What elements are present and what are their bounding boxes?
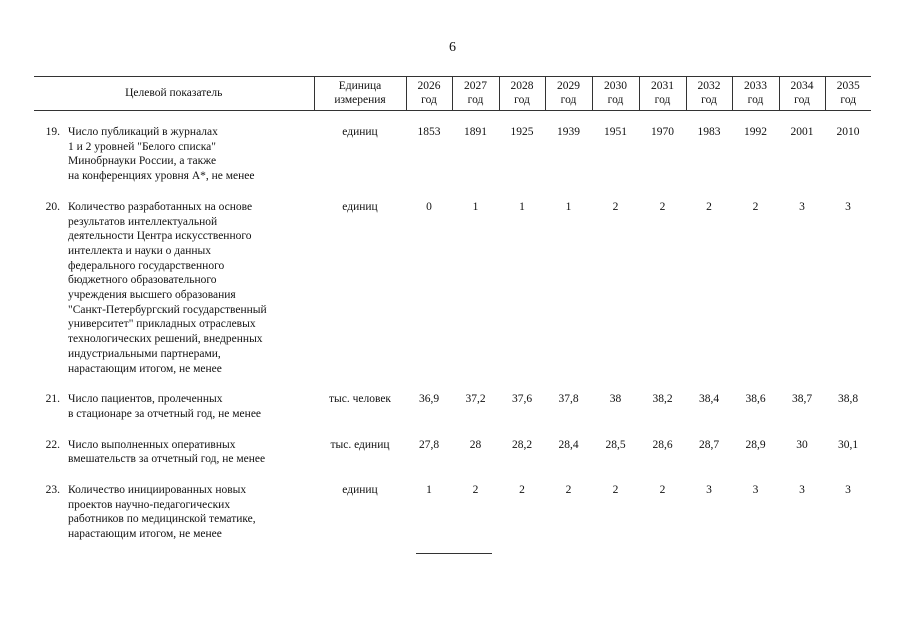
row-number: 21. [45,393,60,406]
value-cell: 37,2 [465,393,486,406]
header-year-number: 2032 [697,80,721,92]
header-indicator: Целевой показатель [34,77,314,111]
spacer-cell [34,111,871,126]
row-number: 19. [45,126,60,138]
value-cell: 36,9 [418,393,440,406]
spacer-row [34,111,871,126]
indicator-name-line: Число публикаций в журналах [68,126,218,138]
value-cell: 2 [519,484,525,497]
table-row [34,392,871,437]
indicator-name-line: в стационаре за отчетный год, не менее [68,407,262,420]
value-cell: 3 [799,200,805,213]
indicator-name-line: федерального государственного [68,259,225,272]
value-cell: 28,6 [652,438,673,451]
value-cell: 2 [659,200,666,213]
value-cell: 2 [565,484,572,497]
value-cell: 3 [706,484,712,497]
header-year-number: 2026 [417,80,441,92]
value-cell: 28,7 [698,438,720,451]
indicator-name-line: работников по медицинской тематике, [68,513,256,526]
header-year-suffix: год [607,94,624,106]
header-year-number: 2031 [651,80,674,92]
value-cell: 1970 [651,126,674,138]
header-year [825,77,871,111]
value-cell: 30,1 [837,438,859,451]
value-cell: 37,6 [511,393,533,406]
indicator-name-line: бюджетного образовательного [68,274,217,287]
value-cell: 28,4 [558,438,579,451]
indicator-name-line: технологических решений, внедренных [68,333,263,346]
value-cell: 1 [472,200,479,213]
value-cell: 28,9 [745,438,766,451]
value-cell: 3 [845,200,851,213]
header-year-suffix: год [840,94,857,106]
header-year-number: 2033 [744,80,767,92]
row-number: 20. [45,200,60,213]
value-cell: 28,5 [605,438,626,451]
header-year-number: 2030 [604,80,627,92]
table-row [34,438,871,483]
table-row [34,200,871,392]
indicator-name [68,200,314,392]
value-cell: 2001 [790,126,814,138]
header-year-number: 2029 [557,80,580,92]
value-cell: 30 [796,438,808,451]
unit-cell: тыс. единиц [330,438,390,451]
value-cell: 2 [472,484,479,497]
unit-cell: единиц [342,200,378,213]
header-year-suffix: год [747,94,764,106]
indicator-name-line: Число пациентов, пролеченных [68,393,223,406]
header-year-suffix: год [514,94,530,106]
indicator-name-line: Минобрнауки России, а также [68,155,217,168]
value-cell: 1 [565,200,572,213]
value-cell: 2 [752,200,759,213]
value-cell: 38,2 [652,393,673,406]
indicator-name-line: индустриальными партнерами, [68,347,221,360]
page-number: 6 [449,40,456,55]
indicator-name-line: 1 и 2 уровней "Белого списка" [68,140,216,153]
header-year [639,77,686,111]
value-cell: 28 [469,438,482,451]
row-number: 22. [45,438,60,451]
header-unit [314,77,406,111]
indicator-name-line: проектов научно-педагогических [68,498,231,511]
value-cell: 2 [706,200,712,213]
indicator-name-line: "Санкт-Петербургский государственный [68,303,267,316]
unit-cell: единиц [342,126,378,138]
indicator-name-line: деятельности Центра искусственного [68,230,252,243]
header-year-suffix: год [421,94,437,106]
header-year [452,77,499,111]
value-cell: 1 [426,484,432,497]
header-year-number: 2028 [510,80,534,92]
header-year [545,77,592,111]
indicator-name-line: нарастающим итогом, не менее [68,362,222,375]
value-cell: 1992 [744,126,767,138]
value-cell: 1925 [510,126,534,138]
table-body [34,111,871,558]
indicator-name-line: учреждения высшего образования [68,289,236,302]
value-cell: 2010 [836,126,860,138]
value-cell: 3 [845,484,851,497]
footnote-rule [416,553,492,554]
table-row [34,483,871,558]
header-year [686,77,732,111]
table-row [34,125,871,200]
value-cell: 1951 [604,126,627,138]
value-cell: 38,4 [698,393,720,406]
value-cell: 1891 [464,126,487,138]
header-year-number: 2035 [836,80,860,92]
unit-cell: тыс. человек [328,393,392,406]
value-cell: 1853 [417,126,441,138]
indicator-name-line: Количество разработанных на основе [68,200,253,213]
header-year [779,77,825,111]
value-cell: 38,8 [837,393,859,406]
indicator-name [68,438,314,483]
indicator-name-line: интеллекта и науки о данных [68,244,212,257]
header-year-suffix: год [794,94,810,106]
indicator-name-line: Количество инициированных новых [68,484,247,497]
indicators-table [34,76,871,558]
header-year-suffix: год [467,94,484,106]
indicator-name-line: университет" прикладных отраслевых [68,318,256,331]
indicator-name-line: нарастающим итогом, не менее [68,528,222,541]
indicator-name-line: результатов интеллектуальной [68,215,218,228]
indicator-name-line: вмешательств за отчетный год, не менее [68,453,266,466]
value-cell: 1 [519,200,525,213]
value-cell: 37,8 [558,393,579,406]
value-cell: 27,8 [418,438,440,451]
row-number: 23. [45,484,60,497]
value-cell: 3 [752,484,759,497]
header-year [406,77,452,111]
value-cell: 3 [799,484,805,497]
header-unit-line2: измерения [334,94,386,106]
header-year-suffix: год [654,94,671,106]
header-unit-line1: Единица [338,80,382,92]
indicator-name-line: Число выполненных оперативных [68,438,236,451]
table-header-row [34,77,871,111]
value-cell: 0 [426,200,432,213]
indicator-name [68,483,314,558]
value-cell: 2 [659,484,666,497]
value-cell: 38,6 [745,393,766,406]
value-cell: 2 [612,484,619,497]
value-cell: 2 [612,200,619,213]
value-cell: 1939 [557,126,580,138]
header-year [732,77,779,111]
indicator-name [68,392,314,437]
header-year [499,77,545,111]
header-year-number: 2027 [464,80,487,92]
indicator-name-line: на конференциях уровня А*, не менее [68,170,255,183]
header-year-suffix: год [560,94,577,106]
header-year-suffix: год [701,94,717,106]
header-year [592,77,639,111]
header-year-number: 2034 [790,80,814,92]
value-cell: 28,2 [511,438,533,451]
unit-cell: единиц [342,484,378,497]
value-cell: 38 [609,393,622,406]
value-cell: 38,7 [791,393,813,406]
value-cell: 1983 [697,126,721,138]
indicator-name [68,125,314,200]
